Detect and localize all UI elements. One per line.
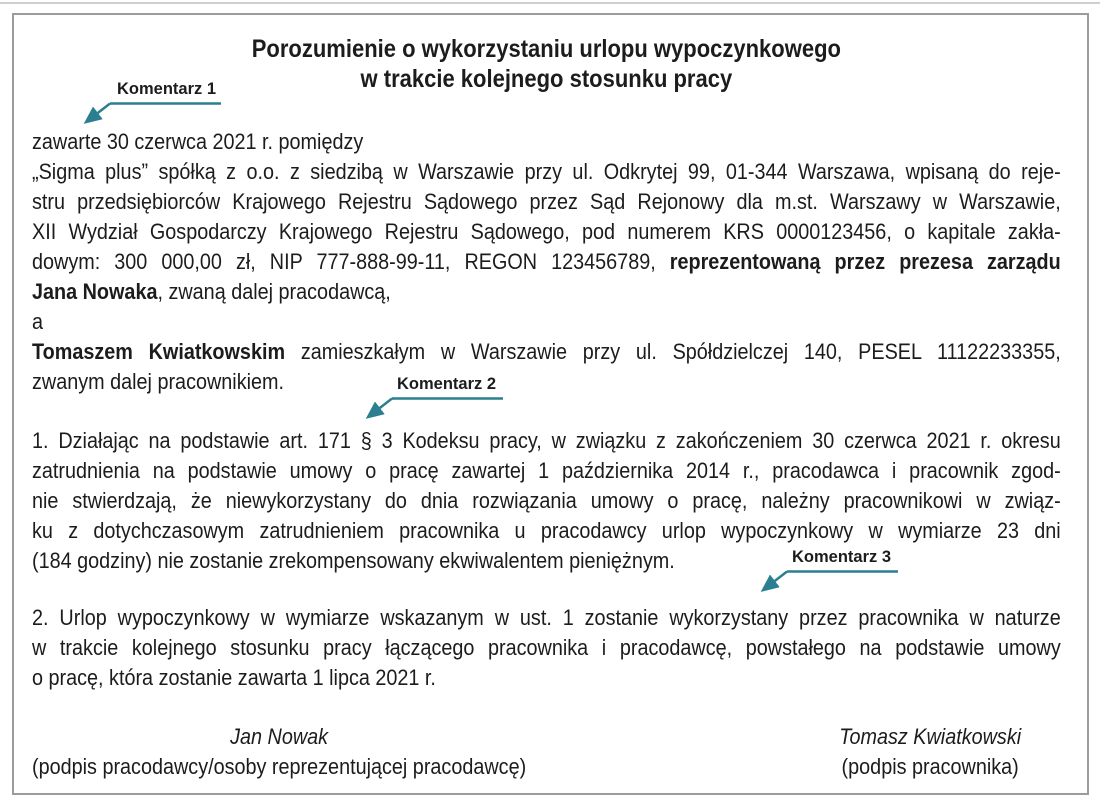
document-content (32, 34, 1061, 782)
text-line: o pracę, która zostanie zawarta 1 lipca 2021 r. (32, 665, 436, 690)
paragraph-clause-1 (32, 426, 1061, 576)
comment-marker-1[interactable] (74, 79, 222, 128)
text-line: XII Wydział Gospodarczy Krajowego Rejestru Sądowego, pod numerem KRS 0000123456, o kapitale zakła- (32, 219, 1061, 244)
text-line: (184 godziny) nie zostanie zrekompensowany ekwiwalentem pieniężnym. (32, 548, 675, 573)
comment-arrow-icon (751, 568, 899, 596)
text-line: zawarte 30 czerwca 2021 r. pomiędzy (32, 129, 364, 154)
text-line: stru przedsiębiorców Krajowego Rejestru Sądowego przez Sąd Rejonowy dla m.st. Warszawy w Warszawie, (32, 189, 1061, 214)
comment-arrow-icon (356, 395, 504, 423)
text-line: ku z dotychczasowym zatrudnieniem pracownika u pracodawcy urlop wypoczynkowy w wymiarze 23 dni (32, 518, 1061, 543)
document-page (12, 13, 1089, 795)
text-line: zwanym dalej pracownikiem. (32, 369, 284, 394)
comment-label-3: Komentarz 3 (792, 548, 892, 566)
signature-employer-name: Jan Nowak (230, 724, 329, 749)
comment-marker-2[interactable] (356, 374, 504, 423)
text-line: zatrudnienia na podstawie umowy o pracę zawartej 1 października 2014 r., pracodawca i pracownik zgod- (32, 458, 1061, 483)
document-title-line2: w trakcie kolejnego stosunku pracy (360, 65, 733, 93)
text-line: Tomaszem Kwiatkowskim zamieszkałym w Warszawie przy ul. Spółdzielczej 140, PESEL 11122233355, (32, 339, 1061, 364)
signature-employee-name: Tomasz Kwiatkowski (839, 724, 1022, 749)
signature-row (32, 722, 1061, 782)
signature-employer (32, 722, 526, 782)
text-line: 1. Działając na podstawie art. 171 § 3 Kodeksu pracy, w związku z zakończeniem 30 czerwca 2021 r. okresu (32, 428, 1061, 453)
text-line: w trakcie kolejnego stosunku pracy łączącego pracownika i pracodawcę, powstałego na podstawie umowy (32, 635, 1061, 660)
comment-label-1: Komentarz 1 (117, 80, 217, 98)
text-line: nie stwierdzają, że niewykorzystany do dnia rozwiązania umowy o pracę, należny pracownikowi w związ- (32, 488, 1061, 513)
document-title-line1: Porozumienie o wykorzystaniu urlopu wypoczynkowego (251, 35, 841, 63)
paragraph-clause-2 (32, 603, 1061, 693)
signature-employee-caption: (podpis pracownika) (841, 754, 1019, 779)
signature-employer-caption: (podpis pracodawcy/osoby reprezentującej pracodawcę) (32, 754, 527, 779)
text-line: dowym: 300 000,00 zł, NIP 777-888-99-11, REGON 123456789, reprezentowaną przez prezesa zarządu (32, 249, 1061, 274)
comment-label-2: Komentarz 2 (397, 375, 497, 393)
comment-arrow-icon (74, 100, 222, 128)
comment-marker-3[interactable] (751, 547, 899, 596)
signature-employee (839, 722, 1021, 782)
text-line: Jana Nowaka, zwaną dalej pracodawcą, (32, 279, 391, 304)
document-body (32, 127, 1061, 782)
text-line: a (32, 309, 44, 334)
paragraph-intro (32, 127, 1061, 397)
page-top-edge (0, 2, 1100, 4)
text-line: 2. Urlop wypoczynkowy w wymiarze wskazanym w ust. 1 zostanie wykorzystany przez pracownika w naturze (32, 605, 1061, 630)
text-line: „Sigma plus” spółką z o.o. z siedzibą w Warszawie przy ul. Odkrytej 99, 01-344 Warszawa, wpisaną do reje- (32, 159, 1061, 184)
